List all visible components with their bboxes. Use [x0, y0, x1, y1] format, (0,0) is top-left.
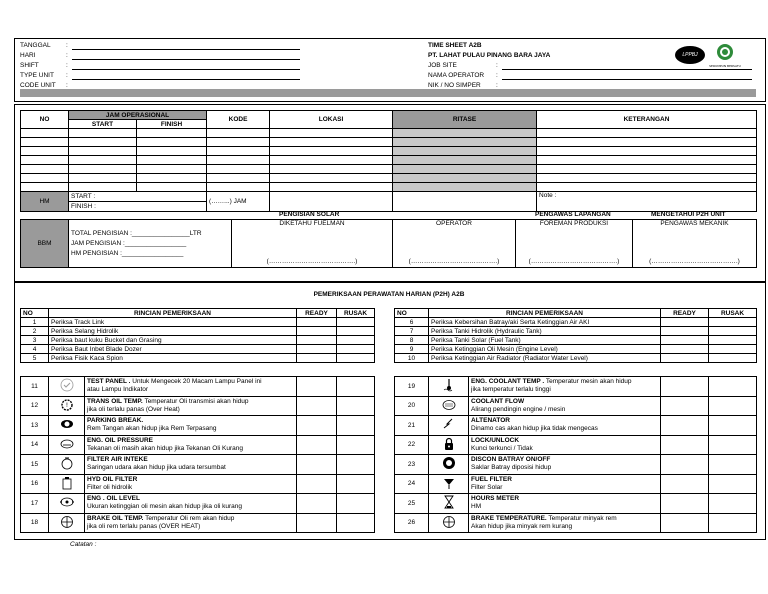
indicator-row — [21, 513, 375, 533]
ready-checkbox[interactable] — [297, 396, 337, 416]
checklist-row — [21, 345, 375, 354]
rusak-checkbox[interactable] — [337, 377, 375, 397]
indicator-desc: Saklar Batray diposisi hidup — [471, 464, 552, 472]
rusak-checkbox[interactable] — [709, 318, 757, 327]
indicator-row — [21, 494, 375, 514]
catatan-label: Catatan : — [70, 541, 97, 548]
ready-checkbox[interactable] — [297, 416, 337, 436]
operator-label: OPERATOR — [436, 220, 472, 227]
table-cell[interactable] — [393, 165, 537, 174]
ready-checkbox[interactable] — [297, 336, 337, 345]
rusak-checkbox[interactable] — [709, 435, 757, 455]
foreman-label: FOREMAN PRODUKSI — [539, 220, 609, 227]
table-cell[interactable] — [270, 174, 393, 183]
ready-checkbox[interactable] — [297, 345, 337, 354]
indicator-desc: Filter Solar — [471, 483, 503, 491]
item-no: 17 — [21, 494, 49, 514]
ready-checkbox[interactable] — [661, 416, 709, 436]
item-text: Periksa Kebersihan Batray/aki Serta Ketinggian Air AKI — [429, 318, 661, 327]
header-field-input[interactable] — [72, 73, 300, 80]
fuel-table — [20, 219, 757, 268]
indicator-title: LOCK/UNLOCK — [471, 436, 520, 444]
p2h-right-table: NO RINCIAN PEMERIKSAAN READY RUSAK 6 Periksa Kebersihan Batray/aki Serta Ketinggian Air AKI 7 Periksa Tanki Hidrolik (Hydraulic Tank) 8 Periksa Tanki Solar (Fuel Tank) 9 Periksa Ketinggian Oli Mesin (Engine Level) 10 Periksa Ketinggian Air Radiator (Radiator Water Level) — [394, 308, 757, 363]
oil-level-icon — [60, 495, 74, 509]
item-no: 24 — [395, 474, 429, 494]
pengawas-lapangan-title: PENGAWAS LAPANGAN — [535, 211, 611, 218]
header-field-label: NIK / NO SIMPER — [428, 82, 481, 89]
indicator-title: ENG. COOLANT TEMP . — [471, 378, 545, 386]
table-cell[interactable] — [137, 183, 207, 192]
ready-checkbox[interactable] — [661, 327, 709, 336]
checklist-row — [21, 354, 375, 363]
indicator-title: HOURS METER — [471, 495, 520, 503]
table-cell[interactable] — [207, 174, 270, 183]
table-cell[interactable] — [270, 165, 393, 174]
indicator-desc: jika oli terlalu panas (Over Heat) — [87, 405, 180, 413]
gear-warning-icon — [60, 398, 74, 412]
item-no: 18 — [21, 513, 49, 533]
signature-mekanik: (………………………………….) — [649, 258, 740, 265]
col-lokasi: LOKASI — [270, 111, 393, 129]
p2h-title: PEMERIKSAAN PERAWATAN HARIAN (P2H) A2B — [313, 291, 465, 298]
table-cell[interactable] — [21, 165, 69, 174]
brake-temp-icon — [60, 515, 74, 529]
item-text: Periksa Track Link — [49, 318, 297, 327]
ready-checkbox[interactable] — [661, 494, 709, 514]
ready-checkbox[interactable] — [661, 377, 709, 397]
rusak-checkbox[interactable] — [337, 354, 375, 363]
table-cell[interactable] — [69, 129, 137, 138]
indicator-row — [395, 455, 757, 475]
indicator-desc: jika temperatur terlalu tinggi — [471, 386, 551, 394]
svg-text:!: ! — [65, 401, 68, 409]
item-text: Periksa Ketinggian Air Radiator (Radiator Water Level) — [429, 354, 661, 363]
note-label: Note : — [537, 192, 757, 212]
indicator-row — [395, 416, 757, 436]
colon: : — [496, 82, 498, 89]
indicator-title: ENG . OIL LEVEL — [87, 495, 140, 503]
rusak-checkbox[interactable] — [709, 327, 757, 336]
rusak-checkbox[interactable] — [709, 336, 757, 345]
jam-pengisian: JAM PENGISIAN :_________________ — [71, 239, 187, 247]
bbm-label: BBM — [21, 220, 69, 268]
indicator-desc: Kunci terkunci / Tidak — [471, 444, 533, 452]
diketahui-fuelman: DIKETAHU FUELMAN — [279, 220, 345, 227]
indicator-desc: Rem Tangan akan hidup jika Rem Terpasang — [87, 425, 217, 433]
p2h-left-table: NO RINCIAN PEMERIKSAAN READY RUSAK 1 Periksa Track Link 2 Periksa Selang Hidrolik 3 Periksa baut kuku Bucket dan Grasing 4 Periksa Baut Inbet Blade Dozer 5 Periksa Fisik Kaca Spion — [20, 308, 375, 363]
indicator-desc: Temperatur mesin akan hidup — [544, 378, 632, 386]
indicator-title: ALTENATOR — [471, 417, 510, 425]
colon: : — [66, 62, 68, 69]
table-cell[interactable] — [393, 147, 537, 156]
checklist-row — [21, 318, 375, 327]
indicator-title: FUEL FILTER — [471, 475, 512, 483]
indicator-title: FILTER AIR INTEKE — [87, 456, 148, 464]
indicators-left-table — [20, 376, 375, 533]
ready-checkbox[interactable] — [661, 396, 709, 416]
ready-checkbox[interactable] — [297, 455, 337, 475]
ready-checkbox[interactable] — [297, 474, 337, 494]
item-text: Periksa Fisik Kaca Spion — [49, 354, 297, 363]
rusak-checkbox[interactable] — [337, 416, 375, 436]
item-no: 21 — [395, 416, 429, 436]
item-no: 16 — [21, 474, 49, 494]
header-grey-bar — [20, 89, 756, 97]
table-cell[interactable] — [537, 183, 757, 192]
seal-logo — [709, 42, 741, 68]
check-circle-icon — [60, 378, 74, 392]
table-cell[interactable] — [21, 147, 69, 156]
item-no: 3 — [21, 336, 49, 345]
item-no: 20 — [395, 396, 429, 416]
header-field-input[interactable] — [72, 63, 300, 70]
item-no: 2 — [21, 327, 49, 336]
ready-checkbox[interactable] — [661, 336, 709, 345]
item-text: Periksa baut kuku Bucket dan Grasing — [49, 336, 297, 345]
indicator-desc: Saringan udara akan hidup jika udara tersumbat — [87, 464, 226, 472]
checklist-row — [395, 354, 757, 363]
indicator-desc: Temperatur Oli transmisi akan hidup — [142, 397, 249, 405]
item-text: Periksa Tanki Solar (Fuel Tank) — [429, 336, 661, 345]
signature-fuelman: (………………………………….) — [266, 258, 358, 265]
ready-checkbox[interactable] — [297, 354, 337, 363]
table-cell[interactable] — [21, 129, 69, 138]
header-field-input[interactable] — [72, 43, 300, 50]
table-cell[interactable] — [393, 129, 537, 138]
indicator-row — [21, 455, 375, 475]
table-row — [21, 138, 757, 147]
rusak-checkbox[interactable] — [337, 513, 375, 533]
indicator-title: COOLANT FLOW — [471, 397, 525, 405]
item-no: 5 — [21, 354, 49, 363]
table-row — [21, 156, 757, 165]
table-cell[interactable] — [270, 156, 393, 165]
checklist-row — [395, 327, 757, 336]
item-no: 12 — [21, 396, 49, 416]
operations-table — [20, 110, 757, 212]
lock-icon — [442, 437, 456, 451]
indicator-row — [395, 435, 757, 455]
indicator-title: BRAKE OIL TEMP. — [87, 514, 144, 522]
indicator-desc: jika oli rem terlalu panas (OVER HEAT) — [87, 522, 201, 530]
table-cell[interactable] — [137, 174, 207, 183]
table-cell[interactable] — [207, 183, 270, 192]
rusak-checkbox[interactable] — [709, 377, 757, 397]
checklist-row — [21, 327, 375, 336]
ready-checkbox[interactable] — [297, 494, 337, 514]
table-cell[interactable] — [69, 183, 137, 192]
ready-checkbox[interactable] — [297, 327, 337, 336]
rusak-checkbox[interactable] — [709, 354, 757, 363]
ready-checkbox[interactable] — [661, 354, 709, 363]
checklist-row — [395, 345, 757, 354]
battery-disconnect-icon — [442, 456, 456, 470]
coolant-flow-icon — [442, 398, 456, 412]
ready-checkbox[interactable] — [297, 513, 337, 533]
company-logo: LPPBJ — [675, 46, 705, 64]
table-row — [21, 183, 757, 192]
ready-checkbox[interactable] — [297, 435, 337, 455]
indicator-row — [21, 416, 375, 436]
coolant-temp-icon — [442, 378, 456, 392]
colon: : — [66, 52, 68, 59]
total-pengisian: TOTAL PENGISIAN :________________LTR — [71, 229, 202, 237]
indicator-row — [21, 474, 375, 494]
header-field-label: TANGGAL — [20, 42, 51, 49]
table-cell[interactable] — [393, 183, 537, 192]
colon: : — [496, 72, 498, 79]
hm-label: HM — [21, 192, 69, 212]
item-text: Periksa Baut Inbet Blade Dozer — [49, 345, 297, 354]
rusak-checkbox[interactable] — [709, 455, 757, 475]
colon: : — [66, 82, 68, 89]
oil-pressure-icon — [60, 437, 74, 451]
indicator-desc: Temperatur minyak rem — [546, 514, 617, 522]
table-row — [21, 147, 757, 156]
indicator-title: ENG. OIL PRESSURE — [87, 436, 153, 444]
item-no: 13 — [21, 416, 49, 436]
table-cell[interactable] — [137, 129, 207, 138]
table-cell[interactable] — [69, 138, 137, 147]
table-cell[interactable] — [69, 147, 137, 156]
col-start: START — [69, 120, 137, 129]
table-cell[interactable] — [270, 129, 393, 138]
item-no: 22 — [395, 435, 429, 455]
header — [0, 0, 768, 100]
colon: : — [496, 62, 498, 69]
indicator-desc: Tekanan oli masih akan hidup jika Tekanan Oli Kurang — [87, 444, 243, 452]
header-field-input[interactable] — [72, 53, 300, 60]
hm-start: START : — [69, 192, 207, 202]
ready-checkbox[interactable] — [661, 318, 709, 327]
colon: : — [66, 72, 68, 79]
rusak-checkbox[interactable] — [709, 494, 757, 514]
indicator-desc: atau Lampu Indikator — [87, 386, 149, 394]
table-cell[interactable] — [69, 156, 137, 165]
table-cell[interactable] — [270, 138, 393, 147]
signature-foreman: (………………………………….) — [528, 258, 620, 265]
table-cell[interactable] — [537, 174, 757, 183]
header-field-label: HARI — [20, 52, 36, 59]
indicator-desc: Ukuran ketinggian oli mesin akan hidup jika oli kurang — [87, 503, 243, 511]
company-name: PT. LAHAT PULAU PINANG BARA JAYA — [428, 52, 551, 59]
indicator-row — [395, 474, 757, 494]
item-no: 9 — [395, 345, 429, 354]
rusak-checkbox[interactable] — [709, 474, 757, 494]
svg-text:SERUMPUN BERSATU: SERUMPUN BERSATU — [709, 64, 741, 68]
indicator-row — [395, 377, 757, 397]
rusak-checkbox[interactable] — [709, 513, 757, 533]
fuel-filter-icon — [442, 476, 456, 490]
rusak-checkbox[interactable] — [337, 327, 375, 336]
table-row — [21, 174, 757, 183]
table-cell[interactable] — [69, 174, 137, 183]
ready-checkbox[interactable] — [661, 435, 709, 455]
table-cell[interactable] — [537, 156, 757, 165]
table-cell[interactable] — [537, 165, 757, 174]
table-row — [21, 129, 757, 138]
air-filter-icon — [60, 456, 74, 470]
table-cell[interactable] — [537, 147, 757, 156]
item-text: Periksa Tanki Hidrolik (Hydraulic Tank) — [429, 327, 661, 336]
indicator-title: PARKING BREAK. — [87, 417, 144, 425]
table-cell[interactable] — [69, 165, 137, 174]
checklist-row — [395, 318, 757, 327]
table-cell[interactable] — [21, 174, 69, 183]
table-cell[interactable] — [207, 156, 270, 165]
mekanik-label: PENGAWAS MEKANIK — [660, 220, 729, 227]
indicator-desc: Filter oli hidrolik — [87, 483, 133, 491]
indicator-desc: Akan hidup jika minyak rem kurang — [471, 522, 573, 530]
rusak-checkbox[interactable] — [709, 396, 757, 416]
indicator-row — [395, 494, 757, 514]
item-no: 11 — [21, 377, 49, 397]
indicator-desc: Alirang pendingin engine / mesin — [471, 405, 566, 413]
indicators-right-table — [394, 376, 757, 533]
rusak-checkbox[interactable] — [337, 494, 375, 514]
table-cell[interactable] — [207, 165, 270, 174]
indicator-desc: HM — [471, 503, 482, 511]
parking-brake-icon — [60, 417, 74, 431]
col-jam: JAM OPERASIONAL — [69, 111, 207, 120]
table-cell[interactable] — [393, 174, 537, 183]
table-row — [21, 165, 757, 174]
header-field-label: TYPE UNIT — [20, 72, 54, 79]
table-cell[interactable] — [21, 156, 69, 165]
item-no: 25 — [395, 494, 429, 514]
rusak-checkbox[interactable] — [337, 345, 375, 354]
hyd-filter-icon — [60, 476, 74, 490]
item-no: 4 — [21, 345, 49, 354]
pengisian-solar-title: PENGISIAN SOLAR — [279, 211, 340, 218]
item-no: 1 — [21, 318, 49, 327]
indicator-row — [21, 377, 375, 397]
item-no: 7 — [395, 327, 429, 336]
table-cell[interactable] — [21, 183, 69, 192]
indicator-row — [395, 396, 757, 416]
table-cell[interactable] — [137, 147, 207, 156]
brake-temp-icon — [442, 515, 456, 529]
item-no: 8 — [395, 336, 429, 345]
indicator-title: TRANS OIL TEMP. — [87, 397, 143, 405]
col-kode: KODE — [207, 111, 270, 129]
table-cell[interactable] — [137, 165, 207, 174]
table-cell[interactable] — [393, 156, 537, 165]
item-no: 14 — [21, 435, 49, 455]
rusak-checkbox[interactable] — [709, 345, 757, 354]
rusak-checkbox[interactable] — [337, 435, 375, 455]
table-cell[interactable] — [207, 129, 270, 138]
item-no: 6 — [395, 318, 429, 327]
rusak-checkbox[interactable] — [337, 455, 375, 475]
table-cell[interactable] — [137, 156, 207, 165]
indicator-row — [21, 396, 375, 416]
indicator-desc: Untuk Mengecek 20 Macam Lampu Panel ini — [130, 378, 262, 386]
item-no: 15 — [21, 455, 49, 475]
ready-checkbox[interactable] — [297, 377, 337, 397]
indicator-title: BRAKE TEMPERATURE. — [471, 514, 547, 522]
indicator-row — [395, 513, 757, 533]
signature-operator: (………………………………….) — [408, 258, 500, 265]
col-keterangan: KETERANGAN — [537, 111, 757, 129]
ready-checkbox[interactable] — [661, 513, 709, 533]
item-text: Periksa Selang Hidrolik — [49, 327, 297, 336]
item-no: 10 — [395, 354, 429, 363]
header-field-label: JOB SITE — [428, 62, 457, 69]
ready-checkbox[interactable] — [661, 474, 709, 494]
hm-finish: FINISH : — [69, 202, 207, 212]
title: TIME SHEET A2B — [428, 42, 482, 49]
table-cell[interactable] — [137, 138, 207, 147]
header-field-label: CODE UNIT — [20, 82, 56, 89]
table-cell[interactable] — [537, 138, 757, 147]
indicator-title: DISCON BATRAY ON/OFF — [471, 456, 551, 464]
indicator-title: HYD OIL FILTER — [87, 475, 138, 483]
table-cell[interactable] — [537, 129, 757, 138]
alternator-icon — [442, 417, 456, 431]
hm-pengisian: HM PENGISIAN :_________________ — [71, 249, 184, 257]
rusak-checkbox[interactable] — [337, 396, 375, 416]
jam-label: (……...) JAM — [207, 192, 270, 212]
hourglass-icon — [442, 495, 456, 509]
rusak-checkbox[interactable] — [337, 336, 375, 345]
mengetahui-title: MENGETAHUI P2H UNIT — [651, 211, 726, 218]
colon: : — [66, 42, 68, 49]
table-cell[interactable] — [207, 138, 270, 147]
header-field-label: SHIFT — [20, 62, 39, 69]
table-cell[interactable] — [21, 138, 69, 147]
indicator-row — [21, 435, 375, 455]
item-no: 26 — [395, 513, 429, 533]
table-cell[interactable] — [207, 147, 270, 156]
indicator-title: TEST PANEL . — [87, 378, 131, 386]
checklist-row — [395, 336, 757, 345]
col-ritase: RITASE — [393, 111, 537, 129]
table-cell[interactable] — [393, 138, 537, 147]
item-no: 19 — [395, 377, 429, 397]
table-cell[interactable] — [270, 183, 393, 192]
header-field-label: NAMA OPERATOR — [428, 72, 485, 79]
col-no: NO — [21, 111, 69, 129]
ready-checkbox[interactable] — [661, 345, 709, 354]
col-finish: FINISH — [137, 120, 207, 129]
indicator-desc: Temperatur Oli rem akan hidup — [143, 514, 235, 522]
rusak-checkbox[interactable] — [709, 416, 757, 436]
rusak-checkbox[interactable] — [337, 474, 375, 494]
rusak-checkbox[interactable] — [337, 318, 375, 327]
checklist-row — [21, 336, 375, 345]
item-text: Periksa Ketinggian Oli Mesin (Engine Level) — [429, 345, 661, 354]
ready-checkbox[interactable] — [661, 455, 709, 475]
table-cell[interactable] — [270, 147, 393, 156]
header-field-input[interactable] — [502, 73, 752, 80]
ready-checkbox[interactable] — [297, 318, 337, 327]
item-no: 23 — [395, 455, 429, 475]
indicator-desc: Dinamo cas akan hidup jika tidak mengecas — [471, 425, 598, 433]
